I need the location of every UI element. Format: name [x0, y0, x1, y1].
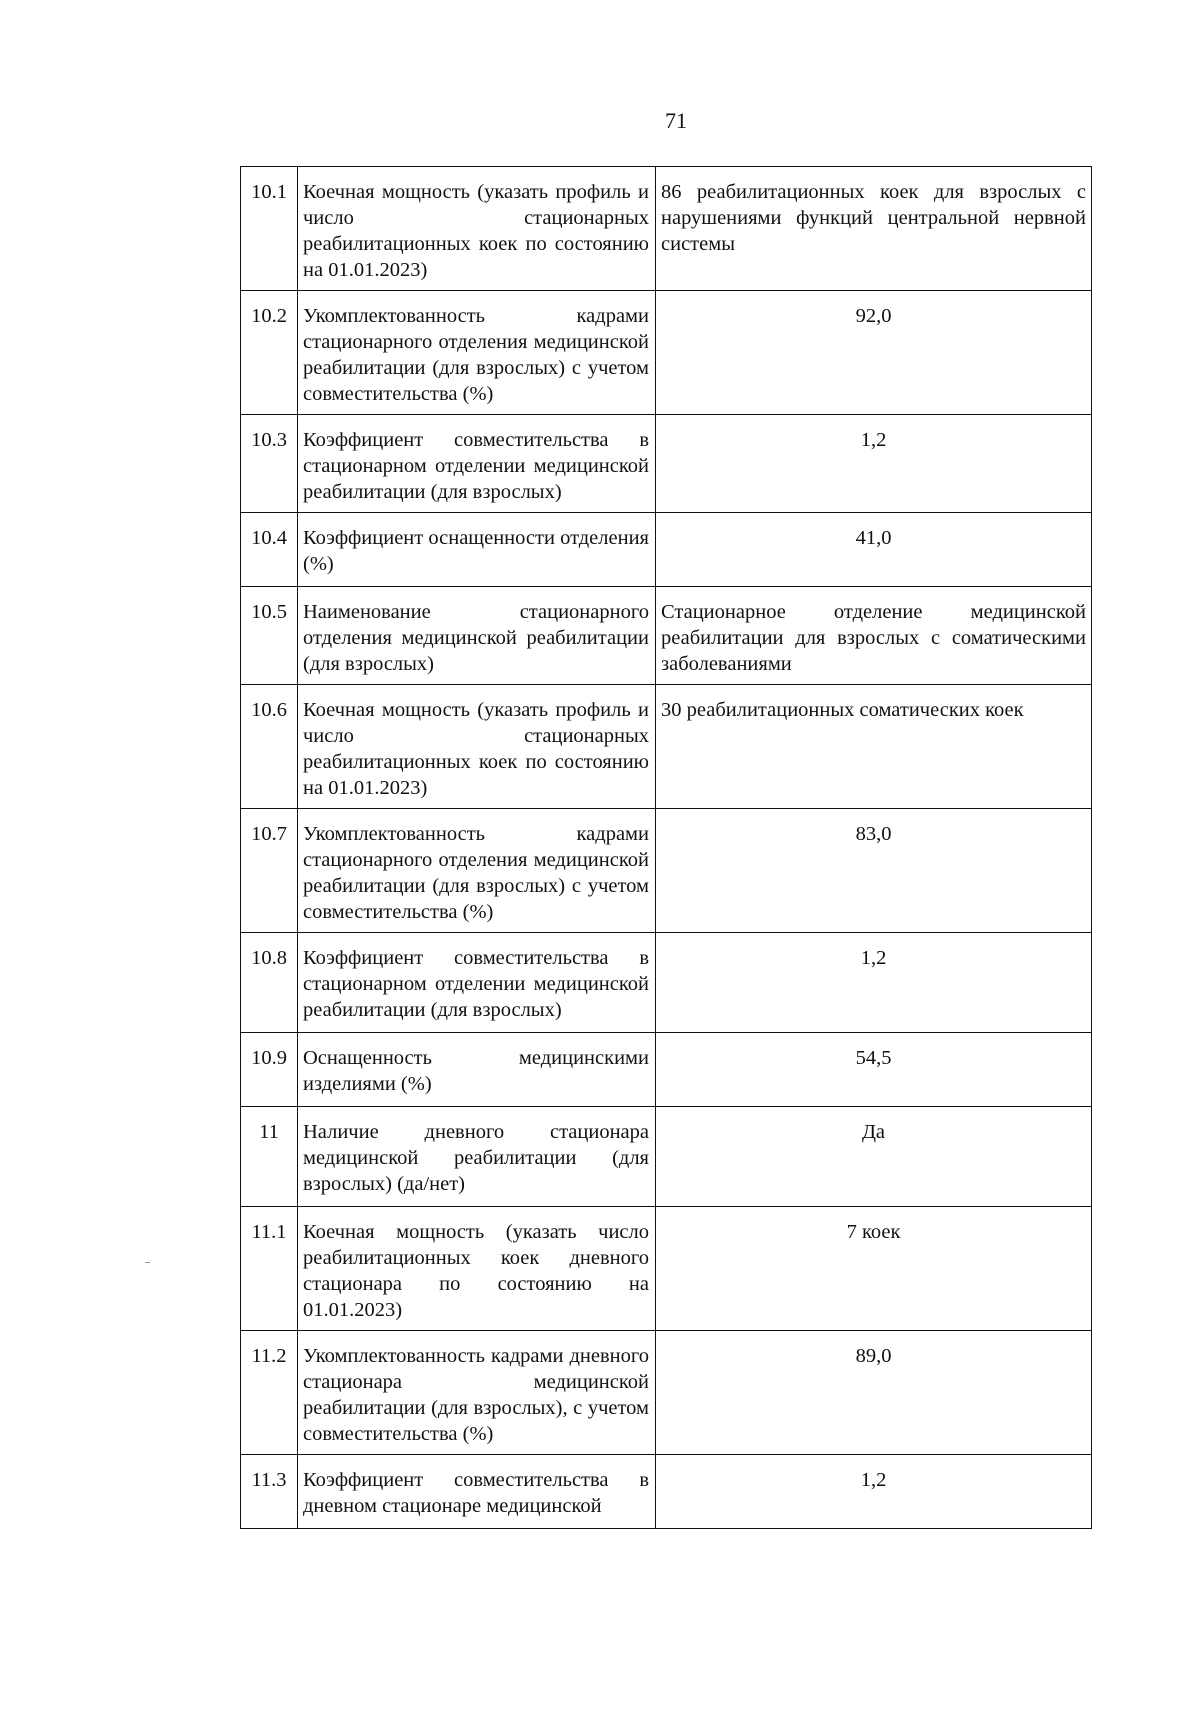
row-number: 10.6: [241, 685, 298, 809]
table-row: [241, 809, 1092, 933]
value-cell: 41,0: [656, 513, 1092, 587]
page-number: 71: [665, 108, 687, 133]
indicator-cell: Укомплектованность кадрами стационарного отделения медицинской реабилитации (для взрослых) с учетом совместительства (%): [298, 809, 656, 933]
table-row: [241, 685, 1092, 809]
row-number: 10.9: [241, 1033, 298, 1107]
indicator-cell: Коэффициент совместительства в стационарном отделении медицинской реабилитации (для взрослых): [298, 415, 656, 513]
value-cell: 89,0: [656, 1331, 1092, 1455]
row-number: 10.4: [241, 513, 298, 587]
table-row: [241, 291, 1092, 415]
table-row: [241, 167, 1092, 291]
row-number: 10.2: [241, 291, 298, 415]
value-cell: 54,5: [656, 1033, 1092, 1107]
row-number: 11.2: [241, 1331, 298, 1455]
table-row: [241, 587, 1092, 685]
table-row: [241, 415, 1092, 513]
scan-artifact: [145, 1262, 150, 1263]
indicator-cell: Коэффициент совместительства в стационарном отделении медицинской реабилитации (для взрослых): [298, 933, 656, 1033]
row-number: 11.3: [241, 1455, 298, 1529]
value-cell: 1,2: [656, 933, 1092, 1033]
row-number: 10.5: [241, 587, 298, 685]
value-cell: Да: [656, 1107, 1092, 1207]
value-cell: 1,2: [656, 415, 1092, 513]
row-number: 10.8: [241, 933, 298, 1033]
row-number: 10.7: [241, 809, 298, 933]
value-cell: 1,2: [656, 1455, 1092, 1529]
table-row: [241, 1107, 1092, 1207]
table-row: [241, 1033, 1092, 1107]
indicator-cell: Наименование стационарного отделения медицинской реабилитации (для взрослых): [298, 587, 656, 685]
table-row: [241, 933, 1092, 1033]
indicator-cell: Коэффициент совместительства в дневном стационаре медицинской: [298, 1455, 656, 1529]
value-cell: 30 реабилитационных соматических коек: [656, 685, 1092, 809]
row-number: 10.3: [241, 415, 298, 513]
value-cell: Стационарное отделение медицинской реабилитации для взрослых с соматическими заболеваниями: [656, 587, 1092, 685]
value-cell: 92,0: [656, 291, 1092, 415]
indicators-table: [240, 166, 1092, 1529]
row-number: 10.1: [241, 167, 298, 291]
table-row: [241, 513, 1092, 587]
indicator-cell: Укомплектованность кадрами дневного стационара медицинской реабилитации (для взрослых), с учетом совместительства (%): [298, 1331, 656, 1455]
indicator-cell: Наличие дневного стационара медицинской реабилитации (для взрослых) (да/нет): [298, 1107, 656, 1207]
row-number: 11: [241, 1107, 298, 1207]
indicator-cell: Коэффициент оснащенности отделения (%): [298, 513, 656, 587]
table-row: [241, 1207, 1092, 1331]
value-cell: 7 коек: [656, 1207, 1092, 1331]
indicator-cell: Коечная мощность (указать число реабилитационных коек дневного стационара по состоянию на 01.01.2023): [298, 1207, 656, 1331]
table-row: [241, 1455, 1092, 1529]
indicator-cell: Укомплектованность кадрами стационарного отделения медицинской реабилитации (для взрослых) с учетом совместительства (%): [298, 291, 656, 415]
indicator-cell: Оснащенность медицинскими изделиями (%): [298, 1033, 656, 1107]
row-number: 11.1: [241, 1207, 298, 1331]
value-cell: 83,0: [656, 809, 1092, 933]
indicator-cell: Коечная мощность (указать профиль и число стационарных реабилитационных коек по состоянию на 01.01.2023): [298, 685, 656, 809]
indicator-cell: Коечная мощность (указать профиль и число стационарных реабилитационных коек по состоянию на 01.01.2023): [298, 167, 656, 291]
value-cell: 86 реабилитационных коек для взрослых с нарушениями функций центральной нервной системы: [656, 167, 1092, 291]
table-row: [241, 1331, 1092, 1455]
